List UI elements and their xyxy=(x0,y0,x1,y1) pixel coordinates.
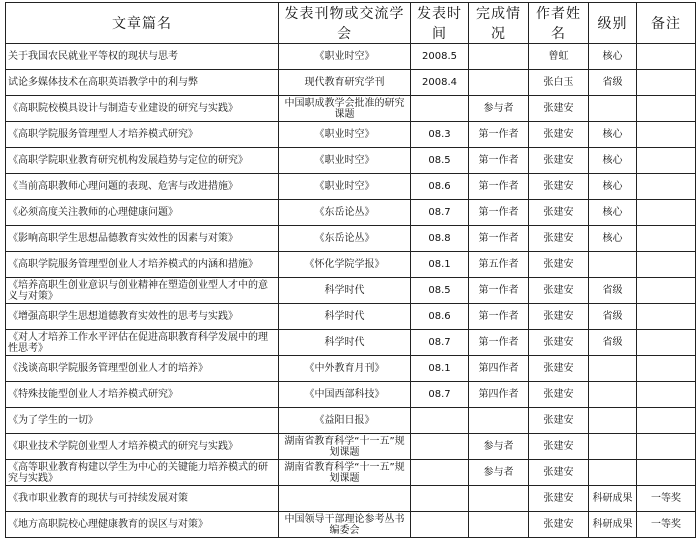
table-row xyxy=(6,460,696,486)
author-cell: 张建安 xyxy=(529,460,589,486)
header-journal: 发表刊物或交流学会 xyxy=(279,3,411,44)
table-body xyxy=(6,44,696,538)
journal-cell: 中国职成教学会批准的研究课题 xyxy=(279,96,411,122)
level-cell xyxy=(589,434,637,460)
author-cell: 张建安 xyxy=(529,148,589,174)
author-cell: 张白玉 xyxy=(529,70,589,96)
status-cell: 第一作者 xyxy=(469,200,529,226)
level-cell: 核心 xyxy=(589,200,637,226)
journal-cell: 《怀化学院学报》 xyxy=(279,252,411,278)
note-cell xyxy=(637,356,696,382)
status-cell: 参与者 xyxy=(469,96,529,122)
header-level: 级别 xyxy=(589,3,637,44)
note-cell xyxy=(637,44,696,70)
note-cell xyxy=(637,70,696,96)
table-row xyxy=(6,174,696,200)
note-cell xyxy=(637,330,696,356)
date-cell: 2008.4 xyxy=(411,70,469,96)
note-cell xyxy=(637,252,696,278)
table-row xyxy=(6,382,696,408)
header-author: 作者姓名 xyxy=(529,3,589,44)
title-cell: 《高职学院服务管理型创业人才培养模式的内涵和措施》 xyxy=(6,252,279,278)
journal-cell: 《职业时空》 xyxy=(279,174,411,200)
table-row xyxy=(6,44,696,70)
level-cell xyxy=(589,96,637,122)
note-cell xyxy=(637,434,696,460)
table-row xyxy=(6,278,696,304)
date-cell: 08.7 xyxy=(411,382,469,408)
journal-cell: 《职业时空》 xyxy=(279,44,411,70)
note-cell xyxy=(637,122,696,148)
header-date: 发表时间 xyxy=(411,3,469,44)
author-cell: 张建安 xyxy=(529,356,589,382)
date-cell xyxy=(411,408,469,434)
author-cell: 张建安 xyxy=(529,200,589,226)
author-cell: 张建安 xyxy=(529,512,589,538)
author-cell: 张建安 xyxy=(529,434,589,460)
status-cell: 第一作者 xyxy=(469,226,529,252)
date-cell xyxy=(411,460,469,486)
note-cell xyxy=(637,174,696,200)
level-cell: 核心 xyxy=(589,226,637,252)
level-cell: 省级 xyxy=(589,278,637,304)
date-cell: 08.6 xyxy=(411,174,469,200)
note-cell xyxy=(637,200,696,226)
date-cell: 08.3 xyxy=(411,122,469,148)
note-cell xyxy=(637,382,696,408)
status-cell xyxy=(469,408,529,434)
note-cell: 一等奖 xyxy=(637,486,696,512)
date-cell xyxy=(411,96,469,122)
title-cell: 《我市职业教育的现状与可持续发展对策 xyxy=(6,486,279,512)
journal-cell: 《职业时空》 xyxy=(279,122,411,148)
table-row xyxy=(6,122,696,148)
status-cell xyxy=(469,486,529,512)
header-note: 备注 xyxy=(637,3,696,44)
date-cell: 08.1 xyxy=(411,356,469,382)
journal-cell: 科学时代 xyxy=(279,304,411,330)
note-cell xyxy=(637,408,696,434)
table-row xyxy=(6,148,696,174)
title-cell: 《必须高度关注教师的心理健康问题》 xyxy=(6,200,279,226)
journal-cell: 《益阳日报》 xyxy=(279,408,411,434)
status-cell: 参与者 xyxy=(469,434,529,460)
table-row xyxy=(6,434,696,460)
status-cell: 第四作者 xyxy=(469,356,529,382)
note-cell: 一等奖 xyxy=(637,512,696,538)
title-cell: 《培养高职生创业意识与创业精神在塑造创业型人才中的意义与对策》 xyxy=(6,278,279,304)
header-status: 完成情况 xyxy=(469,3,529,44)
title-cell: 《高职学院服务管理型人才培养模式研究》 xyxy=(6,122,279,148)
header-row xyxy=(6,3,696,44)
status-cell xyxy=(469,44,529,70)
status-cell: 第一作者 xyxy=(469,148,529,174)
note-cell xyxy=(637,460,696,486)
title-cell: 《地方高职院校心理健康教育的误区与对策》 xyxy=(6,512,279,538)
table-row xyxy=(6,512,696,538)
author-cell: 张建安 xyxy=(529,278,589,304)
level-cell: 核心 xyxy=(589,148,637,174)
journal-cell: 现代教育研究学刊 xyxy=(279,70,411,96)
journal-cell: 湖南省教育科学“十一五”规划课题 xyxy=(279,434,411,460)
title-cell: 《浅谈高职学院服务管理型创业人才的培养》 xyxy=(6,356,279,382)
title-cell: 《对人才培养工作水平评估在促进高职教育科学发展中的理性思考》 xyxy=(6,330,279,356)
author-cell: 张建安 xyxy=(529,486,589,512)
status-cell: 第四作者 xyxy=(469,382,529,408)
author-cell: 张建安 xyxy=(529,96,589,122)
journal-cell: 科学时代 xyxy=(279,330,411,356)
status-cell: 第一作者 xyxy=(469,122,529,148)
status-cell: 第一作者 xyxy=(469,304,529,330)
date-cell: 08.6 xyxy=(411,304,469,330)
journal-cell: 《东岳论丛》 xyxy=(279,226,411,252)
title-cell: 《高职学院职业教育研究机构发展趋势与定位的研究》 xyxy=(6,148,279,174)
title-cell: 《职业技术学院创业型人才培养模式的研究与实践》 xyxy=(6,434,279,460)
date-cell: 08.7 xyxy=(411,200,469,226)
author-cell: 张建安 xyxy=(529,382,589,408)
publications-table xyxy=(5,2,696,538)
level-cell: 省级 xyxy=(589,70,637,96)
date-cell: 2008.5 xyxy=(411,44,469,70)
level-cell xyxy=(589,408,637,434)
title-cell: 《为了学生的一切》 xyxy=(6,408,279,434)
date-cell: 08.5 xyxy=(411,278,469,304)
title-cell: 关于我国农民就业平等权的现状与思考 xyxy=(6,44,279,70)
author-cell: 张建安 xyxy=(529,226,589,252)
table-row xyxy=(6,252,696,278)
author-cell: 张建安 xyxy=(529,122,589,148)
table-row xyxy=(6,408,696,434)
table-row xyxy=(6,486,696,512)
table-row xyxy=(6,70,696,96)
journal-cell: 湖南省教育科学“十一五”规划课题 xyxy=(279,460,411,486)
note-cell xyxy=(637,148,696,174)
date-cell xyxy=(411,486,469,512)
table-row xyxy=(6,96,696,122)
status-cell: 第一作者 xyxy=(469,174,529,200)
header-title: 文章篇名 xyxy=(6,3,279,44)
date-cell xyxy=(411,512,469,538)
journal-cell: 《中外教育月刊》 xyxy=(279,356,411,382)
status-cell: 第一作者 xyxy=(469,330,529,356)
level-cell: 省级 xyxy=(589,330,637,356)
title-cell: 《影响高职学生思想品德教育实效性的因素与对策》 xyxy=(6,226,279,252)
note-cell xyxy=(637,278,696,304)
table-row xyxy=(6,330,696,356)
date-cell: 08.8 xyxy=(411,226,469,252)
level-cell: 科研成果 xyxy=(589,512,637,538)
level-cell: 核心 xyxy=(589,122,637,148)
status-cell: 第一作者 xyxy=(469,278,529,304)
journal-cell: 《中国西部科技》 xyxy=(279,382,411,408)
status-cell xyxy=(469,512,529,538)
note-cell xyxy=(637,96,696,122)
author-cell: 张建安 xyxy=(529,408,589,434)
date-cell: 08.1 xyxy=(411,252,469,278)
date-cell: 08.5 xyxy=(411,148,469,174)
title-cell: 试论多媒体技术在高职英语教学中的利与弊 xyxy=(6,70,279,96)
title-cell: 《高职院校模具设计与制造专业建设的研究与实践》 xyxy=(6,96,279,122)
author-cell: 张建安 xyxy=(529,174,589,200)
status-cell: 第五作者 xyxy=(469,252,529,278)
level-cell xyxy=(589,356,637,382)
journal-cell xyxy=(279,486,411,512)
title-cell: 《当前高职教师心理问题的表现、危害与改进措施》 xyxy=(6,174,279,200)
author-cell: 张建安 xyxy=(529,330,589,356)
level-cell: 核心 xyxy=(589,44,637,70)
journal-cell: 中国领导干部理论参考丛书编委会 xyxy=(279,512,411,538)
table-row xyxy=(6,200,696,226)
note-cell xyxy=(637,304,696,330)
journal-cell: 科学时代 xyxy=(279,278,411,304)
author-cell: 张建安 xyxy=(529,304,589,330)
title-cell: 《高等职业教育构建以学生为中心的关键能力培养模式的研究与实践》 xyxy=(6,460,279,486)
date-cell xyxy=(411,434,469,460)
note-cell xyxy=(637,226,696,252)
level-cell xyxy=(589,252,637,278)
author-cell: 张建安 xyxy=(529,252,589,278)
date-cell: 08.7 xyxy=(411,330,469,356)
level-cell xyxy=(589,382,637,408)
title-cell: 《特殊技能型创业人才培养模式研究》 xyxy=(6,382,279,408)
level-cell: 科研成果 xyxy=(589,486,637,512)
status-cell xyxy=(469,70,529,96)
level-cell: 省级 xyxy=(589,304,637,330)
table-row xyxy=(6,356,696,382)
table-row xyxy=(6,226,696,252)
title-cell: 《增强高职学生思想道德教育实效性的思考与实践》 xyxy=(6,304,279,330)
journal-cell: 《职业时空》 xyxy=(279,148,411,174)
journal-cell: 《东岳论丛》 xyxy=(279,200,411,226)
author-cell: 曾虹 xyxy=(529,44,589,70)
status-cell: 参与者 xyxy=(469,460,529,486)
table-row xyxy=(6,304,696,330)
level-cell: 核心 xyxy=(589,174,637,200)
level-cell xyxy=(589,460,637,486)
